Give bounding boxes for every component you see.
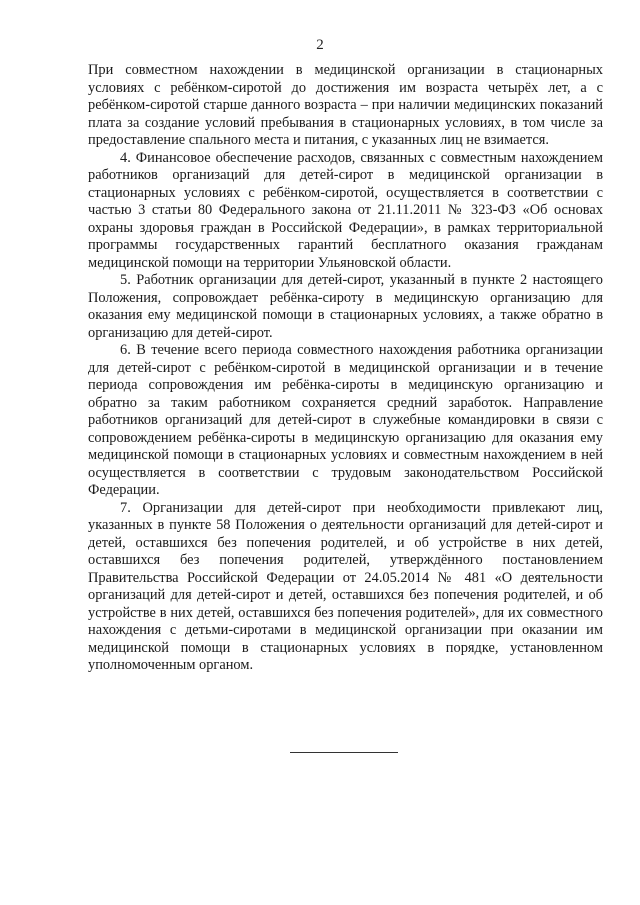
end-divider-line <box>290 752 398 753</box>
paragraph-item-4: 4. Финансовое обеспечение расходов, связанных с совместным нахождением работников организаций для детей-сирот в медицинской организации в стационарных условиях с ребёнком-сиротой, осуществляется в соответствии с частью 3 статьи 80 Федерального закона от 21.11.2011 № 323-ФЗ «Об основах охраны здоровья граждан в Российской Федерации», в рамках территориальной программы государственных гарантий бесплатного оказания гражданам медицинской помощи на территории Ульяновской области. <box>88 149 603 271</box>
paragraph-item-5: 5. Работник организации для детей-сирот, указанный в пункте 2 настоящего Положения, сопровождает ребёнка-сироту в медицинскую организацию для оказания ему медицинской помощи в стационарных условиях, а также обратно в организацию для детей-сирот. <box>88 272 603 341</box>
paragraph-continuation: При совместном нахождении в медицинской организации в стационарных условиях с ребёнком-сиротой до достижения им возраста четырёх лет, а с ребёнком-сиротой старше данного возраста – при наличии медицинских показаний плата за создание условий пребывания в стационарных условиях, в том числе за предоставление спального места и питания, с указанных лиц не взимается. <box>88 62 603 148</box>
page-number: 2 <box>316 37 324 53</box>
document-body <box>88 62 603 675</box>
paragraph-item-7: 7. Организации для детей-сирот при необходимости привлекают лиц, указанных в пункте 58 Положения о деятельности организаций для детей-сирот и детей, оставшихся без попечения родителей, и об устройстве в них детей, оставшихся без попечения родителей, утверждённого постановлением Правительства Российской Федерации от 24.05.2014 № 481 «О деятельности организаций для детей-сирот и детей, оставшихся без попечения родителей, и об устройстве в них детей, оставшихся без попечения родителей», для их совместного нахождения с детьми-сиротами в медицинской организации при оказании им медицинской помощи в стационарных условиях в порядке, установленном уполномоченным органом. <box>88 499 603 673</box>
paragraph-item-6: 6. В течение всего периода совместного нахождения работника организации для детей-сирот с ребёнком-сиротой в медицинской организации и в течение периода сопровождения им ребёнка-сироты в медицинскую организацию и обратно за таким работником сохраняется средний заработок. Направление работников организаций для детей-сирот в служебные командировки в связи с сопровождением ребёнка-сироты в медицинскую организацию для оказания ему медицинской помощи в стационарных условиях и совместным нахождением в ней осуществляется в соответствии с трудовым законодательством Российской Федерации. <box>88 342 603 498</box>
